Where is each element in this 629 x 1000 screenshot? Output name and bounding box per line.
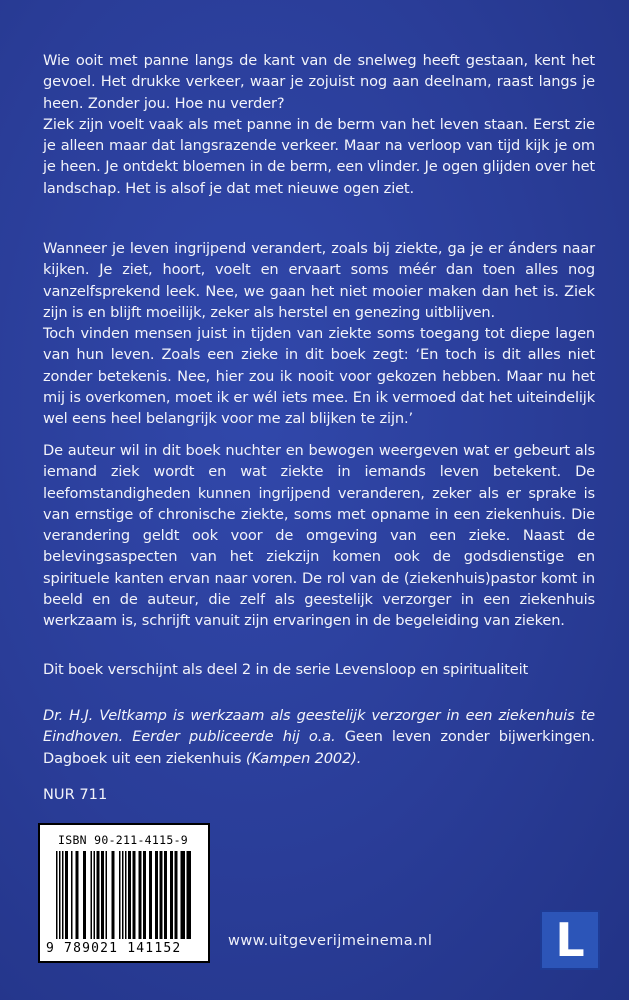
- nur-code: NUR 711: [43, 786, 108, 803]
- barcode-bar: [181, 851, 186, 939]
- publisher-website: www.uitgeverijmeinema.nl: [228, 932, 433, 949]
- barcode-bar: [128, 851, 131, 939]
- blurb-paragraph-1: Wie ooit met panne langs de kant van de snelweg heeft gestaan, kent het gevoel. Het drukke verkeer, waar je zojuist nog aan deelnam, raast langs je heen. Zonder jou. Hoe nu verder?: [43, 52, 595, 112]
- ean-digits: 9 789021 141152: [46, 941, 182, 956]
- barcode-icon: [50, 851, 200, 941]
- barcode-bar: [91, 851, 93, 939]
- barcode-label: [38, 823, 210, 963]
- barcode-bar: [119, 851, 121, 939]
- barcode-bar: [56, 851, 58, 939]
- barcode-bar: [106, 851, 108, 939]
- middle-paragraphs: [43, 238, 595, 430]
- intro-paragraphs: [43, 50, 595, 199]
- barcode-bar: [149, 851, 152, 939]
- blurb-paragraph-4: Toch vinden mensen juist in tijden van ziekte soms toegang tot diepe lagen van hun leven. Zoals een zieke in dit boek zegt: ‘En toch is dit alles niet zonder betekenis. Nee, hier zou ik nooit voor gekozen hebben. Maar nu het mij is overkomen, moet ik er wél iets mee. En ik vermoed dat het uiteindelijk wel eens heel belangrijk voor me zal blijken te zijn.’: [43, 325, 595, 428]
- barcode-bar: [71, 851, 73, 939]
- barcode-bar: [143, 851, 146, 939]
- barcode-bar: [164, 851, 167, 939]
- logo-letter: L: [555, 913, 585, 967]
- barcode-bar: [62, 851, 64, 939]
- isbn-number: ISBN 90-211-4115-9: [58, 833, 189, 847]
- publisher-logo-icon: [540, 910, 600, 970]
- author-intent-paragraph: [43, 440, 595, 632]
- author-note-intro: Dr. H.J. Veltkamp is werkzaam als geestelijk verzorger in een ziekenhuis te Eindhoven. Eerder publiceerde hij o.a.: [43, 707, 595, 746]
- barcode-bar: [76, 851, 79, 939]
- series-note-text: Dit boek verschijnt als deel 2 in de serie Levensloop en spiritualiteit: [43, 661, 529, 678]
- barcode-bar: [65, 851, 68, 939]
- series-note: [43, 659, 595, 680]
- barcode-bar: [94, 851, 96, 939]
- barcode-bar: [97, 851, 100, 939]
- barcode-bar: [139, 851, 142, 939]
- barcode-bar: [175, 851, 178, 939]
- previous-book-title: Geen leven zonder bijwerkingen. Dagboek uit een ziekenhuis: [43, 728, 595, 767]
- blurb-paragraph-3: Wanneer je leven ingrijpend verandert, zoals bij ziekte, ga je er ánders naar kijken. Je ziet, hoort, voelt en ervaart soms méér dan toen alles nog vanzelfsprekend leek. Nee, we gaan het niet mooier maken dan het is. Ziek zijn is en blijft moeilijk, zeker als herstel en genezing uitblijven.: [43, 240, 595, 321]
- previous-book-publication: (Kampen 2002).: [245, 749, 362, 767]
- barcode-bar: [101, 851, 104, 939]
- author-note-text: [43, 705, 595, 769]
- barcode-bar: [133, 851, 136, 939]
- author-note: [43, 705, 595, 769]
- barcode-bar: [59, 851, 61, 939]
- barcode-bar: [160, 851, 163, 939]
- barcode-bar: [125, 851, 127, 939]
- barcode-bar: [170, 851, 173, 939]
- blurb-paragraph-2: Ziek zijn voelt vaak als met panne in de berm van het leven staan. Eerst zie je alleen maar dat langsrazende verkeer. Maar na verloop van tijd kijk je om je heen. Je ontdekt bloemen in de berm, een vlinder. Je ogen glijden over het landschap. Het is alsof je dat met nieuwe ogen ziet.: [43, 115, 595, 197]
- barcode-bar: [155, 851, 158, 939]
- barcode-bar: [83, 851, 86, 939]
- blurb-paragraph-5: De auteur wil in dit boek nuchter en bewogen weergeven wat er gebeurt als iemand ziek wordt en wat ziekte in iemands leven betekent. De leefomstandigheden kunnen ingrijpend veranderen, zeker als er sprake is van ernstige of chronische ziekte, soms met opname in een ziekenhuis. Die verandering geldt ook voor de omgeving van een zieke. Naast de belevingsaspecten van het ziekzijn komen ook de godsdienstige en spirituele kanten ervan naar voren. De rol van de (ziekenhuis)pastor komt in beeld en de auteur, die zelf als geestelijk verzorger in een ziekenhuis werkzaam is, schrijft vanuit zijn ervaringen in de begeleiding van zieken.: [43, 442, 595, 630]
- barcode-bar: [187, 851, 192, 939]
- barcode-bar: [122, 851, 124, 939]
- barcode-bar: [112, 851, 115, 939]
